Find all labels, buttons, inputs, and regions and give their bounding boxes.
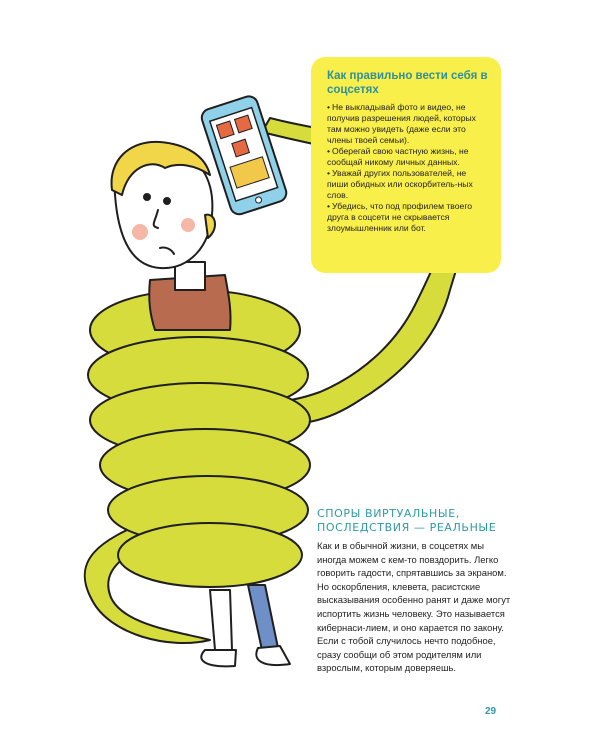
tip-item-text: Оберегай свою частную жизнь, не сообщай никому личных данных. <box>327 146 469 167</box>
bullet: • <box>327 102 331 112</box>
leg-right <box>248 585 278 650</box>
article-section <box>317 507 512 675</box>
eye-left <box>144 194 150 200</box>
bullet: • <box>327 168 331 178</box>
tip-item-text: Не выкладывай фото и видео, не получив разрешения людей, которых там можно увидеть (даже если это члены твоей семьи). <box>327 102 476 145</box>
bullet: • <box>327 146 331 156</box>
tip-box <box>311 57 501 273</box>
bullet: • <box>327 201 331 211</box>
cheek-left <box>132 224 148 240</box>
tip-item <box>327 102 489 146</box>
tip-box-title: Как правильно вести себя в соцсетях <box>327 70 488 96</box>
eye-right <box>164 198 170 204</box>
section-body: Как и в обычной жизни, в соцсетях мы иногда можем с кем-то повздорить. Легко говорить гадости, спрятавшись за экраном. Но оскорбления, клевета, расистские высказывания особенно ранят и даже могут испортить жизнь человеку. Это называется кибернаси-лием, и оно карается по закону. Если с тобой случилось нечто подобное, сразу сообщи об этом родителям или взрослым, которым доверяешь. <box>317 540 511 674</box>
tip-item-text: Уважай других пользователей, не пиши обидных или оскорбитель-ных слов. <box>327 168 473 200</box>
tip-item <box>327 201 489 234</box>
page-number: 29 <box>485 706 497 717</box>
snake-coil-1 <box>118 523 302 587</box>
section-heading: СПОРЫ ВИРТУАЛЬНЫЕ, ПОСЛЕДСТВИЯ — РЕАЛЬНЫЕ <box>317 507 497 534</box>
tip-list <box>327 102 489 234</box>
foot-left <box>201 650 236 666</box>
cheek-right <box>181 218 195 232</box>
tip-item <box>327 168 489 201</box>
leg-left <box>210 590 232 650</box>
foot-right <box>256 646 290 665</box>
tip-item-text: Убедись, что под профилем твоего друга в соцсети не скрывается злоумышленник или бот. <box>327 201 473 233</box>
tip-item <box>327 146 489 168</box>
